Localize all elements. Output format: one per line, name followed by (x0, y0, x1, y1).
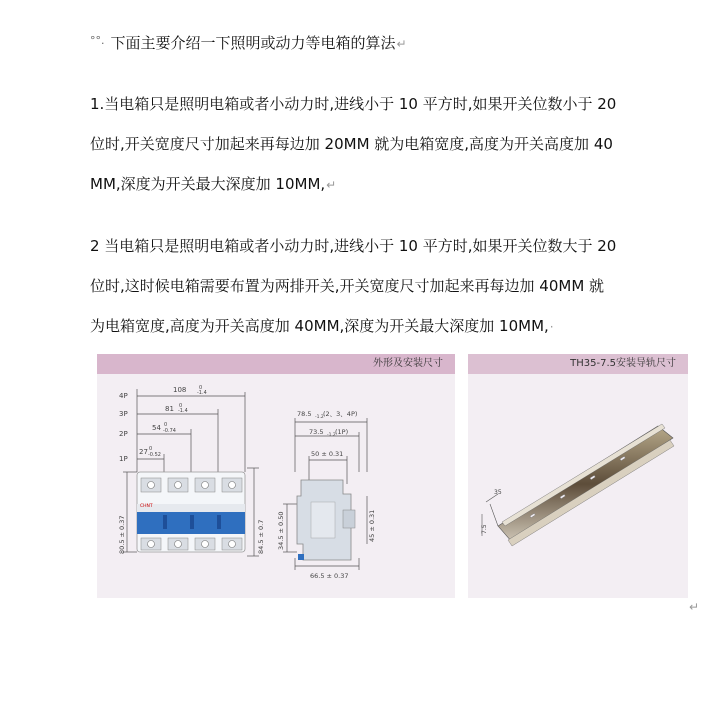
figure-din-rail (468, 354, 688, 598)
dim-height-left: 80.5 ± 0.37 (118, 515, 126, 554)
heading-text: 下面主要介绍一下照明或动力等电箱的算法 (110, 34, 396, 52)
breaker-drawing (97, 354, 455, 598)
paragraph1-line3-text: MM,深度为开关最大深度加 10MM, (90, 175, 326, 193)
return-mark: ↵ (326, 178, 337, 192)
dim-height-right: 84.5 ± 0.7 (257, 519, 265, 554)
dim-50: 50 ± 0.31 (311, 450, 344, 458)
figure-right-header: TH35-7.5安装导轨尺寸 (468, 354, 688, 374)
pole-label-1p: 1P (119, 455, 128, 463)
tol-73-5: -1.2 (327, 433, 336, 438)
dim-108: 108 (173, 386, 187, 394)
paragraph2-line3 (90, 316, 554, 337)
paragraph1-line1: 1.当电箱只是照明电箱或者小动力时,进线小于 10 平方时,如果开关位数小于 20 (90, 95, 617, 113)
rail-dim-35: 35 (494, 489, 502, 496)
paragraph2-line1: 2 当电箱只是照明电箱或者小动力时,进线小于 10 平方时,如果开关位数大于 20 (90, 237, 617, 255)
dim-78-5: 78.5 (297, 410, 312, 418)
tol-54-lower: -0.74 (163, 428, 176, 434)
pole-label-4p: 4P (119, 392, 128, 400)
paragraph1-line2: 位时,开关宽度尺寸加起来再每边加 20MM 就为电箱宽度,高度为开关高度加 40 (90, 135, 613, 153)
tol-27-lower: -0.52 (148, 452, 161, 458)
paragraph2-line3-text: 为电箱宽度,高度为开关高度加 40MM,深度为开关最大深度加 10MM, (90, 317, 549, 335)
heading-dots: °°. (90, 34, 105, 47)
rail-dim-7-5: 7.5 (481, 524, 488, 534)
tol-27-upper: 0 (149, 446, 153, 452)
figure-breaker-dimensions (97, 354, 455, 598)
dim-73-5: 73.5 (309, 428, 324, 436)
dim-34-5: 34.5 ± 0.50 (277, 511, 285, 550)
dim-81: 81 (165, 405, 174, 413)
tol-108-upper: 0 (199, 385, 203, 391)
paragraph2-line2: 位时,这时候电箱需要布置为两排开关,开关宽度尺寸加起来再每边加 40MM 就 (90, 277, 605, 295)
tol-81-lower: -1.4 (178, 408, 188, 414)
return-mark: ↵ (396, 37, 407, 51)
tol-78-5: -1.2 (315, 415, 324, 420)
dim-78-5-note: (2、3、4P) (323, 410, 358, 418)
dim-27: 27 (139, 448, 148, 456)
tol-108-lower: -1.4 (197, 390, 207, 396)
dim-73-5-note: (1P) (335, 428, 349, 436)
end-return-mark: ↵ (689, 600, 700, 614)
paragraph1-line3 (90, 174, 336, 195)
breaker-front (137, 472, 245, 552)
paragraph-mark: · (549, 320, 554, 334)
heading-line (90, 33, 407, 55)
figure-left-header: 外形及安装尺寸 (97, 354, 455, 374)
dim-66-5: 66.5 ± 0.37 (310, 572, 349, 580)
brand-label: CHNT (140, 504, 153, 509)
breaker-side (297, 480, 355, 560)
pole-label-3p: 3P (119, 410, 128, 418)
tol-81-upper: 0 (179, 403, 183, 409)
tol-54-upper: 0 (164, 422, 168, 428)
din-rail-drawing (468, 354, 688, 598)
dim-54: 54 (152, 424, 161, 432)
dim-45: 45 ± 0.31 (368, 509, 376, 542)
din-rail (498, 424, 674, 546)
pole-label-2p: 2P (119, 430, 128, 438)
